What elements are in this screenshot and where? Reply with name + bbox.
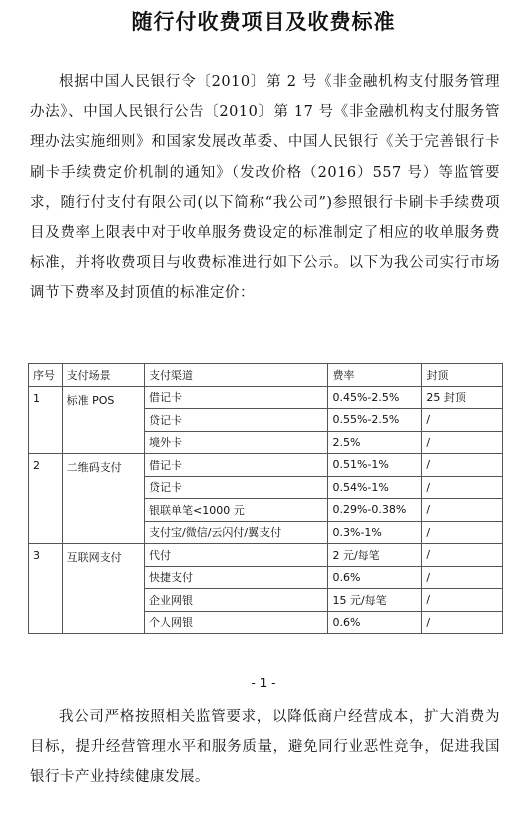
intro-paragraph: 根据中国人民银行令〔2010〕第 2 号《非金融机构支付服务管理办法》、中国人民银行公告〔2010〕第 17 号《非金融机构支付服务管理办法实施细则》和国家发展改革委、中国人民银行《关于完善银行卡刷卡手续费定价机制的通知》（发改价格（2016）557 号）等监管要求，随行付支付有限公司(以下简称“我公司”)参照银行卡刷卡手续费项目及费率上限表中对于收单服务费设定的标准制定了相应的收单服务费标准，并将收费项目与收费标准进行如下公示。以下为我公司实行市场调节下费率及封顶值的标准定价： — [30, 74, 500, 302]
channel-cell: 境外卡 — [145, 431, 328, 454]
header-cap: 封顶 — [422, 364, 503, 387]
closing-paragraph: 我公司严格按照相关监管要求，以降低商户经营成本，扩大消费为目标，提升经营管理水平和服务质量，避免同行业恶性竞争，促进我国银行卡产业持续健康发展。 — [30, 709, 500, 786]
rate-cell: 0.54%-1% — [328, 476, 422, 499]
group-scene: 互联网支付 — [62, 544, 144, 634]
rate-cell: 0.6% — [328, 566, 422, 589]
group-number: 3 — [29, 544, 63, 634]
group-scene: 二维码支付 — [62, 454, 144, 544]
cap-cell: / — [422, 589, 503, 612]
group-scene: 标准 POS — [62, 386, 144, 454]
rate-cell: 2 元/每笔 — [328, 544, 422, 567]
rate-cell: 2.5% — [328, 431, 422, 454]
rate-cell: 0.29%-0.38% — [328, 499, 422, 522]
rate-cell: 0.55%-2.5% — [328, 409, 422, 432]
page-title: 随行付收费项目及收费标准 — [131, 9, 396, 34]
cap-cell: / — [422, 521, 503, 544]
table-row — [29, 544, 503, 567]
group-number: 2 — [29, 454, 63, 544]
rate-cell: 0.45%-2.5% — [328, 386, 422, 409]
rate-cell: 0.3%-1% — [328, 521, 422, 544]
channel-cell: 个人网银 — [145, 611, 328, 634]
group-number: 1 — [29, 386, 63, 454]
channel-cell: 借记卡 — [145, 454, 328, 477]
table-row — [29, 454, 503, 477]
cap-cell: / — [422, 454, 503, 477]
cap-cell: / — [422, 499, 503, 522]
cap-cell: / — [422, 566, 503, 589]
cap-cell: / — [422, 409, 503, 432]
page-number: - 1 - — [251, 676, 276, 690]
channel-cell: 代付 — [145, 544, 328, 567]
rate-cell: 15 元/每笔 — [328, 589, 422, 612]
channel-cell: 支付宝/微信/云闪付/翼支付 — [145, 521, 328, 544]
channel-cell: 企业网银 — [145, 589, 328, 612]
table-header-row — [29, 364, 503, 387]
channel-cell: 银联单笔<1000 元 — [145, 499, 328, 522]
cap-cell: / — [422, 431, 503, 454]
fee-table — [28, 363, 503, 634]
table-row — [29, 386, 503, 409]
rate-cell: 0.51%-1% — [328, 454, 422, 477]
cap-cell: / — [422, 611, 503, 634]
cap-cell: / — [422, 476, 503, 499]
cap-cell: 25 封顶 — [422, 386, 503, 409]
channel-cell: 快捷支付 — [145, 566, 328, 589]
channel-cell: 借记卡 — [145, 386, 328, 409]
header-rate: 费率 — [328, 364, 422, 387]
channel-cell: 贷记卡 — [145, 476, 328, 499]
header-channel: 支付渠道 — [145, 364, 328, 387]
channel-cell: 贷记卡 — [145, 409, 328, 432]
cap-cell: / — [422, 544, 503, 567]
rate-cell: 0.6% — [328, 611, 422, 634]
header-no: 序号 — [29, 364, 63, 387]
header-scene: 支付场景 — [62, 364, 144, 387]
